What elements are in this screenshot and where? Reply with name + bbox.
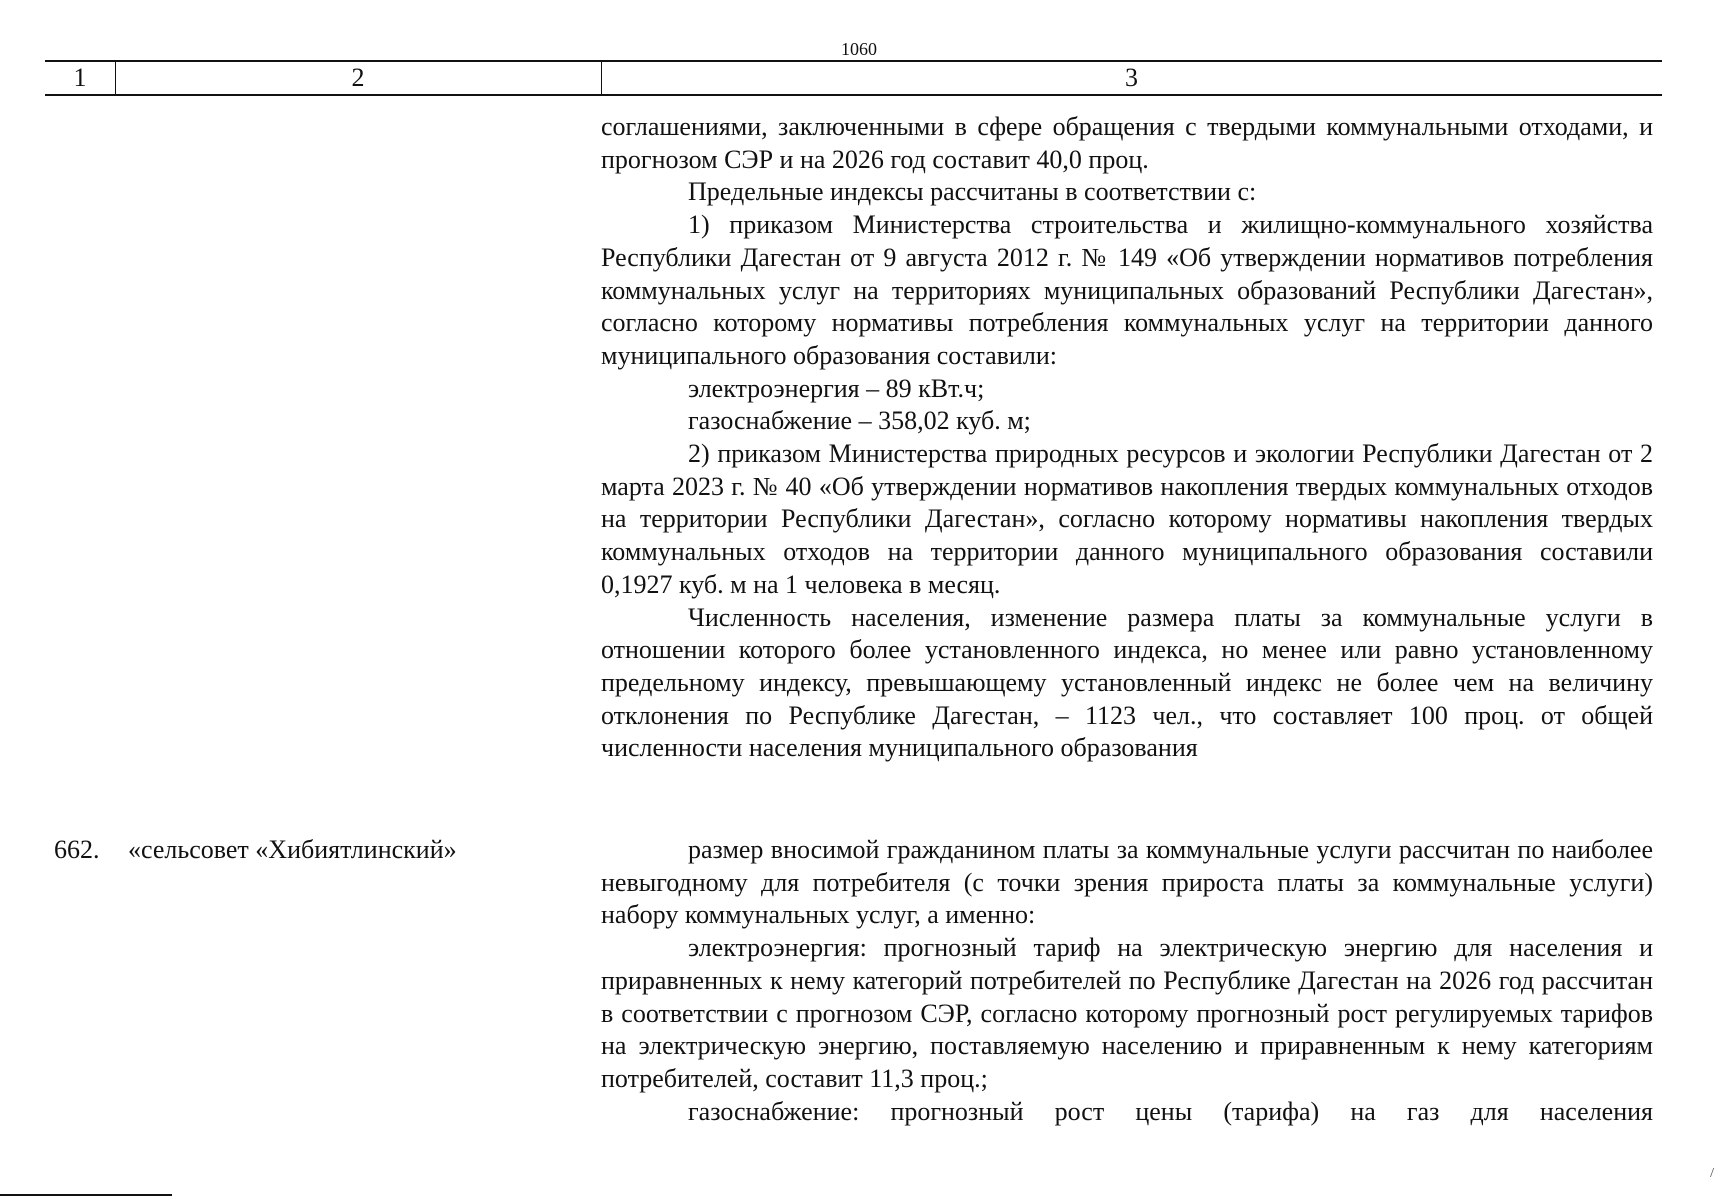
paragraph: Предельные индексы рассчитаны в соответствии с: [688, 177, 1257, 207]
column-header-3: 3 [1125, 63, 1138, 92]
continuation-text-block [601, 111, 1653, 765]
paragraph: газоснабжение: прогнозный рост цены (тарифа) на газ для населения [688, 1096, 1653, 1126]
footer-rule [0, 1194, 172, 1196]
paragraph: электроэнергия: прогнозный тариф на электрическую энергию для населения и приравненных к нему категорий потребителей по Республике Дагестан на 2026 год рассчитан в соответствии с прогнозом СЭР, согласно которому прогнозный рост регулируемых тарифов на электрическую энергию, поставляемую населению и приравненным к нему категориям потребителей, составит 11,3 проц.; [601, 933, 1653, 1093]
paragraph: электроэнергия – 89 кВт.ч; [688, 373, 985, 403]
column-header-row [45, 60, 1662, 96]
paragraph: Численность населения, изменение размера платы за коммунальные услуги в отношении которого более установленного индекса, но менее или равно установленному предельному индексу, превышающему установленный индекс не более чем на величину отклонения по Республике Дагестан, – 1123 чел., что составляет 100 проц. от общей численности населения муниципального образования [601, 602, 1653, 763]
column-header-2: 2 [351, 63, 365, 92]
scan-mark: / [1710, 1166, 1714, 1181]
municipality-name: «сельсовет «Хибиятлинский» [128, 835, 457, 864]
column-header-1: 1 [73, 63, 87, 92]
paragraph: 1) приказом Министерства строительства и жилищно-коммунального хозяйства Республики Дагестан от 9 августа 2012 г. № 149 «Об утверждении нормативов потребления коммунальных услуг на территориях муниципальных образований Республики Дагестан», согласно которому нормативы потребления коммунальных услуг на территории данного муниципального образования составили: [601, 210, 1653, 370]
entry-number: 662. [54, 835, 100, 864]
paragraph: соглашениями, заключенными в сфере обращения с твердыми коммунальными отходами, и прогнозом СЭР и на 2026 год составит 40,0 проц. [601, 112, 1653, 174]
paragraph: 2) приказом Министерства природных ресурсов и экологии Республики Дагестан от 2 марта 2023 г. № 40 «Об утверждении нормативов накопления твердых коммунальных отходов на территории Республики Дагестан», согласно которому нормативы накопления твердых коммунальных отходов на территории данного муниципального образования составили 0,1927 куб. м на 1 человека в месяц. [601, 439, 1653, 599]
entry-description [601, 834, 1653, 1128]
paragraph: газоснабжение – 358,02 куб. м; [688, 406, 1031, 436]
paragraph: размер вносимой гражданином платы за коммунальные услуги рассчитан по наиболее невыгодному для потребителя (с точки зрения прироста платы за коммунальные услуги) набору коммунальных услуг, а именно: [601, 835, 1653, 930]
page-number: 1060 [841, 39, 877, 59]
